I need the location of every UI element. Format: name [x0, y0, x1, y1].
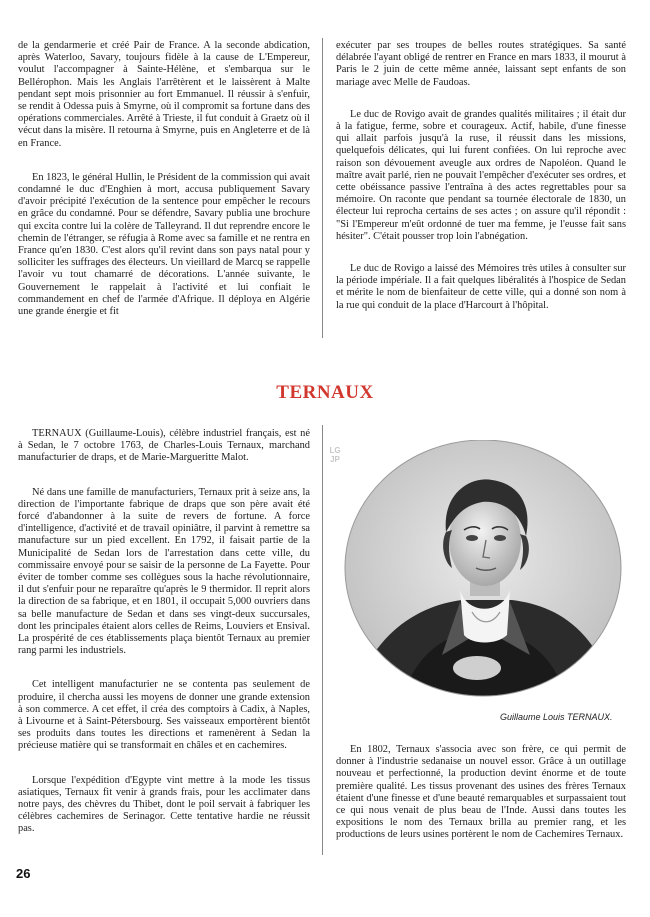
column-bottom-left: [18, 428, 310, 850]
column-bottom-right: [336, 744, 626, 856]
watermark-stamp: LG JP: [329, 446, 341, 464]
paragraph: de la gendarmerie et créé Pair de France. A la seconde abdication, après Waterloo, Savary, toujours fidèle à la cause de L'Empereur, voulut l'accompagner à Sainte-Hélène, et s'embarqua sur le Bellérophon. Mais les Anglais l'arrêtèrent et le laissèrent à Malte pendant sept mois prisonnier au fort Emmanuel. Il réussir à s'enfuir, se rendit à Odessa puis à Smyrne, où il compromit sa fortune dans des opérations commerciales. Arrêté à Trieste, il fut conduit à Graetz où il vécut dans la misère. Il retourna à Smyrne, puis en Angleterre et de là en France.: [18, 40, 310, 149]
paragraph: Le duc de Rovigo a laissé des Mémoires très utiles à consulter sur la période impériale. Il a fait quelques libéralités à l'hospice de Sedan et mérite le nom de bienfaiteur de cette ville, qui a donné son nom à la rue qui conduit de la place d'Harcourt à l'hôpital.: [336, 263, 626, 311]
paragraph: Lorsque l'expédition d'Egypte vint mettre à la mode les tissus asiatiques, Ternaux fit venir à grands frais, pour les acclimater dans notre pays, des chèvres du Thibet, dont le poil servait à fabriquer les célèbres cachemires de Serinagor. Cette tentative hardie ne réussit pas.: [18, 774, 310, 835]
portrait-caption: Guillaume Louis TERNAUX.: [500, 712, 613, 722]
paragraph: En 1802, Ternaux s'associa avec son frère, ce qui permit de donner à l'industrie sedanaise un nouvel essor. Grâce à un outillage nouveau et perfectionné, la production devint énorme et de toute première qualité. Les tissus provenant des usines des frères Ternaux étaient d'une finesse et d'une beauté remarquables et surpassaient tout ce qui nous venait de plus beau de l'Inde. Aussi dans toutes les expositions le nom des Ternaux brilla au premier rang, et les productions de leurs usines portèrent le nom de Cachemires Ternaux.: [336, 744, 626, 841]
paragraph: exécuter par ses troupes de belles routes stratégiques. Sa santé délabrée l'ayant obligé de rentrer en France en mars 1833, il mourut à Paris le 2 juin de cette même année, laissant sept enfants de son mariage avec Melle de Faudoas.: [336, 40, 626, 88]
paragraph: En 1823, le général Hullin, le Président de la commission qui avait condamné le duc d'Enghien à mort, accusa publiquement Savary d'avoir précipité l'exécution de la sentence pour empêcher le recours en grâce du condamné. Pour se défendre, Savary publia une brochure qui excita contre lui la colère de Talleyrand. Il dut reprendre encore le chemin de l'étranger, se réfugia à Rome avec sa famille et ne rentra en France qu'en 1830. C'est alors qu'il revint dans son pays natal pour y solliciter les suffrages des électeurs. Un vieillard de Marcq se rappelle l'avoir vu tout chamarré de décorations. L'année suivante, le Gouvernement le rappelait à l'activité et lui confiait le commandement en chef de l'armée d'Afrique. Il déploya en Algérie une grande énergie et fit: [18, 171, 310, 318]
column-divider: [322, 38, 323, 338]
portrait-image: [342, 440, 624, 702]
paragraph: Le duc de Rovigo avait de grandes qualités militaires ; il était dur à la fatigue, ferme, sobre et courageux. Actif, habile, d'une finesse qui allait parfois jusqu'à la ruse, il réussit dans les missions, quelquefois délicates, qui lui furent confiées. On lui reproche avec raison son dévouement aveugle aux ordres de Napoléon. Quand le maître avait parlé, rien ne pouvait l'empêcher d'exécuter ses ordres, et cette obéissance passive l'entraîna à des actes regrettables pour sa mémoire. On raconte que pendant sa tournée électorale de 1830, un électeur lui reprocha certains de ses actes ; on assure qu'il répondit : "Si l'Empereur m'eût ordonné de tuer ma femme, je l'eusse fait sans hésiter". C'était pousser trop loin l'abnégation.: [336, 108, 626, 242]
column-divider: [322, 425, 323, 855]
column-top-right: [336, 40, 626, 326]
section-title: TERNAUX: [276, 382, 374, 403]
paragraph: TERNAUX (Guillaume-Louis), célèbre industriel français, est né à Sedan, le 7 octobre 1763, de Charles-Louis Ternaux, marchand manufacturier de draps, et de Marie-Margueritte Malot.: [18, 428, 310, 464]
paragraph: Cet intelligent manufacturier ne se contenta pas seulement de produire, il chercha aussi les moyens de donner une grande extension à son commerce. A cet effet, il créa des comptoirs à Cadix, à Naples, à Livourne et à Saint-Pétersbourg. Ses vaisseaux emportèrent bientôt ses produits dans toutes les directions et ramenèrent à Sedan la précieuse matière qui se transformait en châles et en cachemires.: [18, 679, 310, 752]
column-top-left: [18, 40, 310, 332]
page-number: 26: [16, 866, 31, 881]
paragraph: Né dans une famille de manufacturiers, Ternaux prit à seize ans, la direction de l'importante fabrique de draps que son père avait été forcé d'abandonner à la suite de revers de fortune. A force d'intelligence, d'activité et de travail opiniâtre, il parvint à remettre sa manufacture sur un pied excellent. En 1792, il faisait partie de la Municipalité de Sedan lors de l'arrestation dans cette ville, du commissaire envoyé pour se saisir de la personne de La Fayette. Pour éviter de tomber comme ses collègues sous la hache révolutionnaire, il dut s'enfuir pour ne reparaître qu'après le 9 thermidor. Il reprit alors la direction de sa fabrique, et en 1801, il occupait 5,000 ouvriers dans sa belle manufacture de Sedan et dans ses vingt-deux succursales, dont les principales étaient alors celles de Reims, Louviers et Ensival. La prospérité de ces établissements plaça bientôt Ternaux au premier rang parmi les industriels.: [18, 486, 310, 657]
